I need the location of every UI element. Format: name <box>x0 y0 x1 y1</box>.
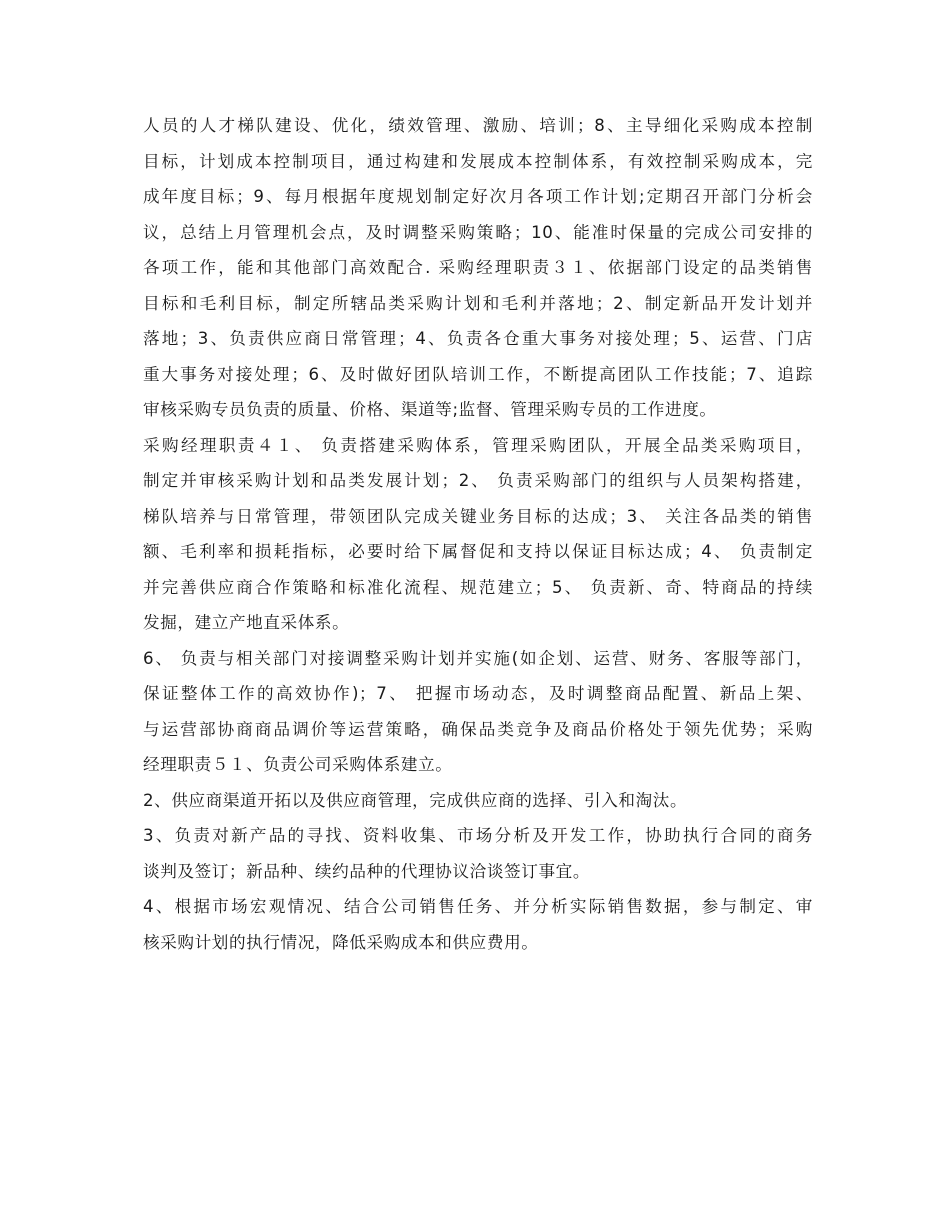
text-line: 2、供应商渠道开拓以及供应商管理，完成供应商的选择、引入和淘汰。 <box>143 790 688 810</box>
paragraph-4 <box>143 783 813 819</box>
paragraph-5 <box>143 818 813 889</box>
paragraph-2 <box>143 428 813 641</box>
text-line: 核采购计划的执行情况，降低采购成本和供应费用。 <box>143 932 539 952</box>
text-line: 各项工作，能和其他部门高效配合. 采购经理职责３１、依据部门设定的品类销售 <box>143 258 813 277</box>
text-line: 发掘，建立产地直采体系。 <box>143 613 350 632</box>
text-line: 重大事务对接处理；6、及时做好团队培训工作，不断提高团队工作技能；7、追踪 <box>143 364 813 384</box>
paragraph-1 <box>143 108 813 428</box>
text-line: 4、根据市场宏观情况、结合公司销售任务、并分析实际销售数据，参与制定、审 <box>143 897 813 916</box>
paragraph-6 <box>143 889 813 960</box>
text-line: 目标和毛利目标，制定所辖品类采购计划和毛利并落地；2、制定新品开发计划并 <box>143 293 813 313</box>
text-line: 并完善供应商合作策略和标准化流程、规范建立；5、 负责新、奇、特商品的持续 <box>143 577 813 597</box>
text-line: 保证整体工作的高效协作)；7、 把握市场动态，及时调整商品配置、新品上架、 <box>143 684 813 703</box>
text-line: 经理职责５１、负责公司采购体系建立。 <box>143 755 453 774</box>
text-line: 成年度目标；9、每月根据年度规划制定好次月各项工作计划;定期召开部门分析会 <box>143 187 813 206</box>
paragraph-3 <box>143 641 813 783</box>
text-line: 梯队培养与日常管理，带领团队完成关键业务目标的达成；3、 关注各品类的销售 <box>143 506 813 526</box>
text-line: 审核采购专员负责的质量、价格、渠道等;监督、管理采购专员的工作进度。 <box>143 400 717 419</box>
document-body <box>143 108 813 960</box>
text-line: 人员的人才梯队建设、优化，绩效管理、激励、培训；8、主导细化采购成本控制 <box>143 116 813 135</box>
text-line: 制定并审核采购计划和品类发展计划；2、 负责采购部门的组织与人员架构搭建， <box>143 471 813 490</box>
text-line: 目标，计划成本控制项目，通过构建和发展成本控制体系，有效控制采购成本，完 <box>143 151 813 171</box>
text-line: 议，总结上月管理机会点，及时调整采购策略；10、能准时保量的完成公司安排的 <box>143 222 813 242</box>
text-line: 6、 负责与相关部门对接调整采购计划并实施(如企划、运营、财务、客服等部门， <box>143 648 813 668</box>
text-line: 额、毛利率和损耗指标，必要时给下属督促和支持以保证目标达成；4、 负责制定 <box>143 542 813 561</box>
text-line: 与运营部协商商品调价等运营策略，确保品类竞争及商品价格处于领先优势；采购 <box>143 719 813 739</box>
text-line: 采购经理职责４１、 负责搭建采购体系，管理采购团队，开展全品类采购项目， <box>143 435 813 455</box>
text-line: 谈判及签订；新品种、续约品种的代理协议洽谈签订事宜。 <box>143 861 591 881</box>
text-line: 落地；3、负责供应商日常管理；4、负责各仓重大事务对接处理；5、运营、门店 <box>143 329 813 348</box>
text-line: 3、负责对新产品的寻找、资料收集、市场分析及开发工作，协助执行合同的商务 <box>143 826 813 845</box>
